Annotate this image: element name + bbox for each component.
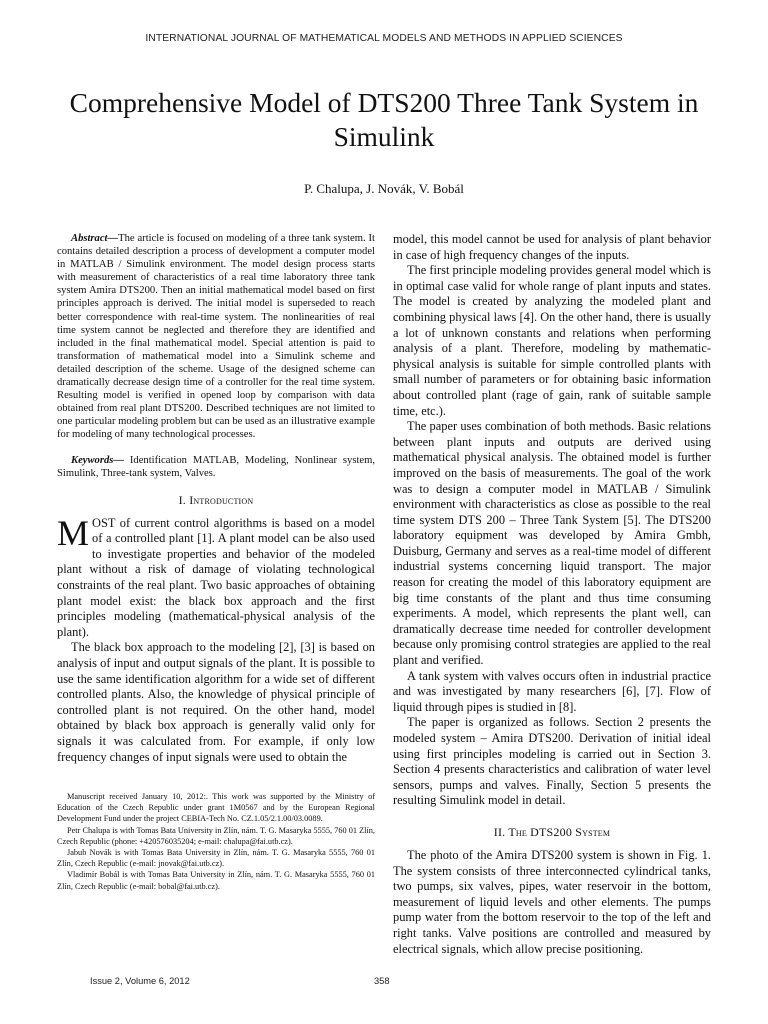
footnote-author-novak: Jabub Novák is with Tomas Bata University in Zlín, nám. T. G. Masaryka 5555, 760 01 Zlín, Czech Republic (e-mail: jnovak@fai.utb.cz). [57,848,375,869]
keywords [57,454,375,480]
page-number: 358 [374,976,390,986]
dts200-paragraph-1: The photo of the Amira DTS200 system is shown in Fig. 1. The system consists of three interconnected cylindrical tanks, two pumps, six valves, pipes, water reservoir in the bottom, measurement of liquid levels and other elements. The pumps pump water from the bottom reservoir to the top of the left and right tanks. Valve positions are controlled and measured by electrical signals, which allow precise positioning. [393,847,711,956]
keywords-text: Identification MATLAB, Modeling, Nonlinear system, Simulink, Three-tank system, Valves. [57,454,375,479]
footnote-manuscript: Manuscript received January 10, 2012:. This work was supported by the Ministry of Education of the Czech Republic under grant 1M0567 and by the European Regional Development Fund under the project CEBIA-Tech No. CZ.1.05/2.1.00/03.0089. [57,792,375,824]
abstract-text: The article is focused on modeling of a three tank system. It contains detailed description a process of development a computer model in MATLAB / Simulink environment. The model design process starts with measurement of characteristics of a real time laboratory three tank system Amira DTS200. Then an initial mathematical model based on first principles approach is derived. The initial model is superseded to reach better correspondence with real-time system. The nonlinearities of real time system cannot be neglected and therefore they are identified and included in the final mathematical model. Special attention is paid to transformation of mathematical model into a Simulink scheme and detailed description of the scheme. Usage of the designed scheme can dramatically decrease design time of a controller for the real time system. Resulting model is verified in opened loop by comparison with data obtained from real plant DTS200. Described techniques are not limited to one particular modeling problem but can be used as an illustrative example for modeling of many technological processes. [57,233,376,441]
keywords-label: Keywords [71,454,114,466]
intro-paragraph-4: The paper uses combination of both methods. Basic relations between plant inputs and outputs are derived using mathematical physical analysis. The obtained model is further improved on the basis of measurements. The goal of the work was to design a computer model in MATLAB / Simulink environment with characteristics as close as possible to the real time system DTS 200 – Three Tank System [5]. The DTS200 laboratory equipment was developed by Amira Gmbh, Duisburg, Germany and serves as a real-time model of different industrial systems concerning liquid transport. The major reason for creating the model of this laboratory equipment are big time constants of the plant and thus time consuming experiments. A model, which represents the plant well, can dramatically decrease time needed for controller development because only promising control strategies are applied to the real plant and verified. [393,419,711,668]
right-column [393,232,711,957]
intro-continued-paragraph: model, this model cannot be used for analysis of plant behavior in case of high frequency changes of the inputs. [393,232,711,262]
section-heading-introduction: I. Introduction [178,492,254,507]
journal-header: INTERNATIONAL JOURNAL OF MATHEMATICAL MODELS AND METHODS IN APPLIED SCIENCES [145,33,623,44]
keywords-dash: — [113,454,124,466]
intro-paragraph-5: A tank system with valves occurs often in industrial practice and was investigated by many researchers [6], [7]. Flow of liquid through pipes is studied in [8]. [393,668,711,714]
footnote-author-chalupa: Petr Chalupa is with Tomas Bata University in Zlín, nám. T. G. Masaryka 5555, 760 01 Zlín, Czech Republic (phone: +420576035204; e-mail: chalupa@fai.utb.cz). [57,825,375,846]
paper-title: Comprehensive Model of DTS200 Three Tank System in Simulink [69,87,699,152]
footnotes [57,791,375,892]
intro-paragraph-3: The first principle modeling provides general model which is in optimal case valid for whole range of plant inputs and states. The model is created by analyzing the modeled plant and combining physical laws [4]. On the other hand, there is usually a lot of unknown constants and relations when performing analysis of a plant. Therefore, modeling by mathematic-physical analysis is suitable for simple controlled plants with small number of parameters or for obtaining basic information about controlled plant (rage of gain, rank of suitable sample time, etc.). [393,263,711,418]
left-column [57,232,375,765]
drop-cap: M [57,512,90,553]
issue-label: Issue 2, Volume 6, 2012 [90,976,190,986]
intro-paragraph-6: The paper is organized as follows. Section 2 presents the modeled system – Amira DTS200. Derivation of initial ideal using first principles modeling is carried out in Section 3. Section 4 presents characteristics and calibration of water level sensors, pumps and valves. Finally, Section 5 presents the resulting Simulink model in detail. [393,715,711,808]
abstract-label: Abstract [71,233,108,244]
abstract-dash: — [107,233,119,244]
abstract [57,232,375,442]
section-heading-dts200: II. The DTS200 System [493,824,611,839]
intro-paragraph-2: The black box approach to the modeling [2], [3] is based on analysis of input and output signals of the plant. It is possible to use the same identification algorithm for a wide set of different controlled plants. Also, the knowledge of physical principle of controlled plant is not required. On the other hand, model obtained by black box approach is generally valid only for signals it was calculated from. For example, if only low frequency changes of input signals were used to obtain the [57,640,375,764]
intro-paragraph-1 [57,512,375,641]
intro-paragraph-1-text: OST of current control algorithms is based on a model of a controlled plant [1]. A plant model can be also used to investigate properties and behavior of the modeled plant without a risk of damage of violating technological constraints of the real plant. Two basic approaches of obtaining plant model exist: the black box approach and the first principles modeling (mathematical-physical analysis of the plant). [57,515,375,639]
footnote-author-bobal: Vladimír Bobál is with Tomas Bata University in Zlín, nám. T. G. Masaryka 5555, 760 01 Zlín, Czech Republic (e-mail: bobal@fai.utb.cz). [57,870,375,891]
paper-authors: P. Chalupa, J. Novák, V. Bobál [304,181,464,196]
